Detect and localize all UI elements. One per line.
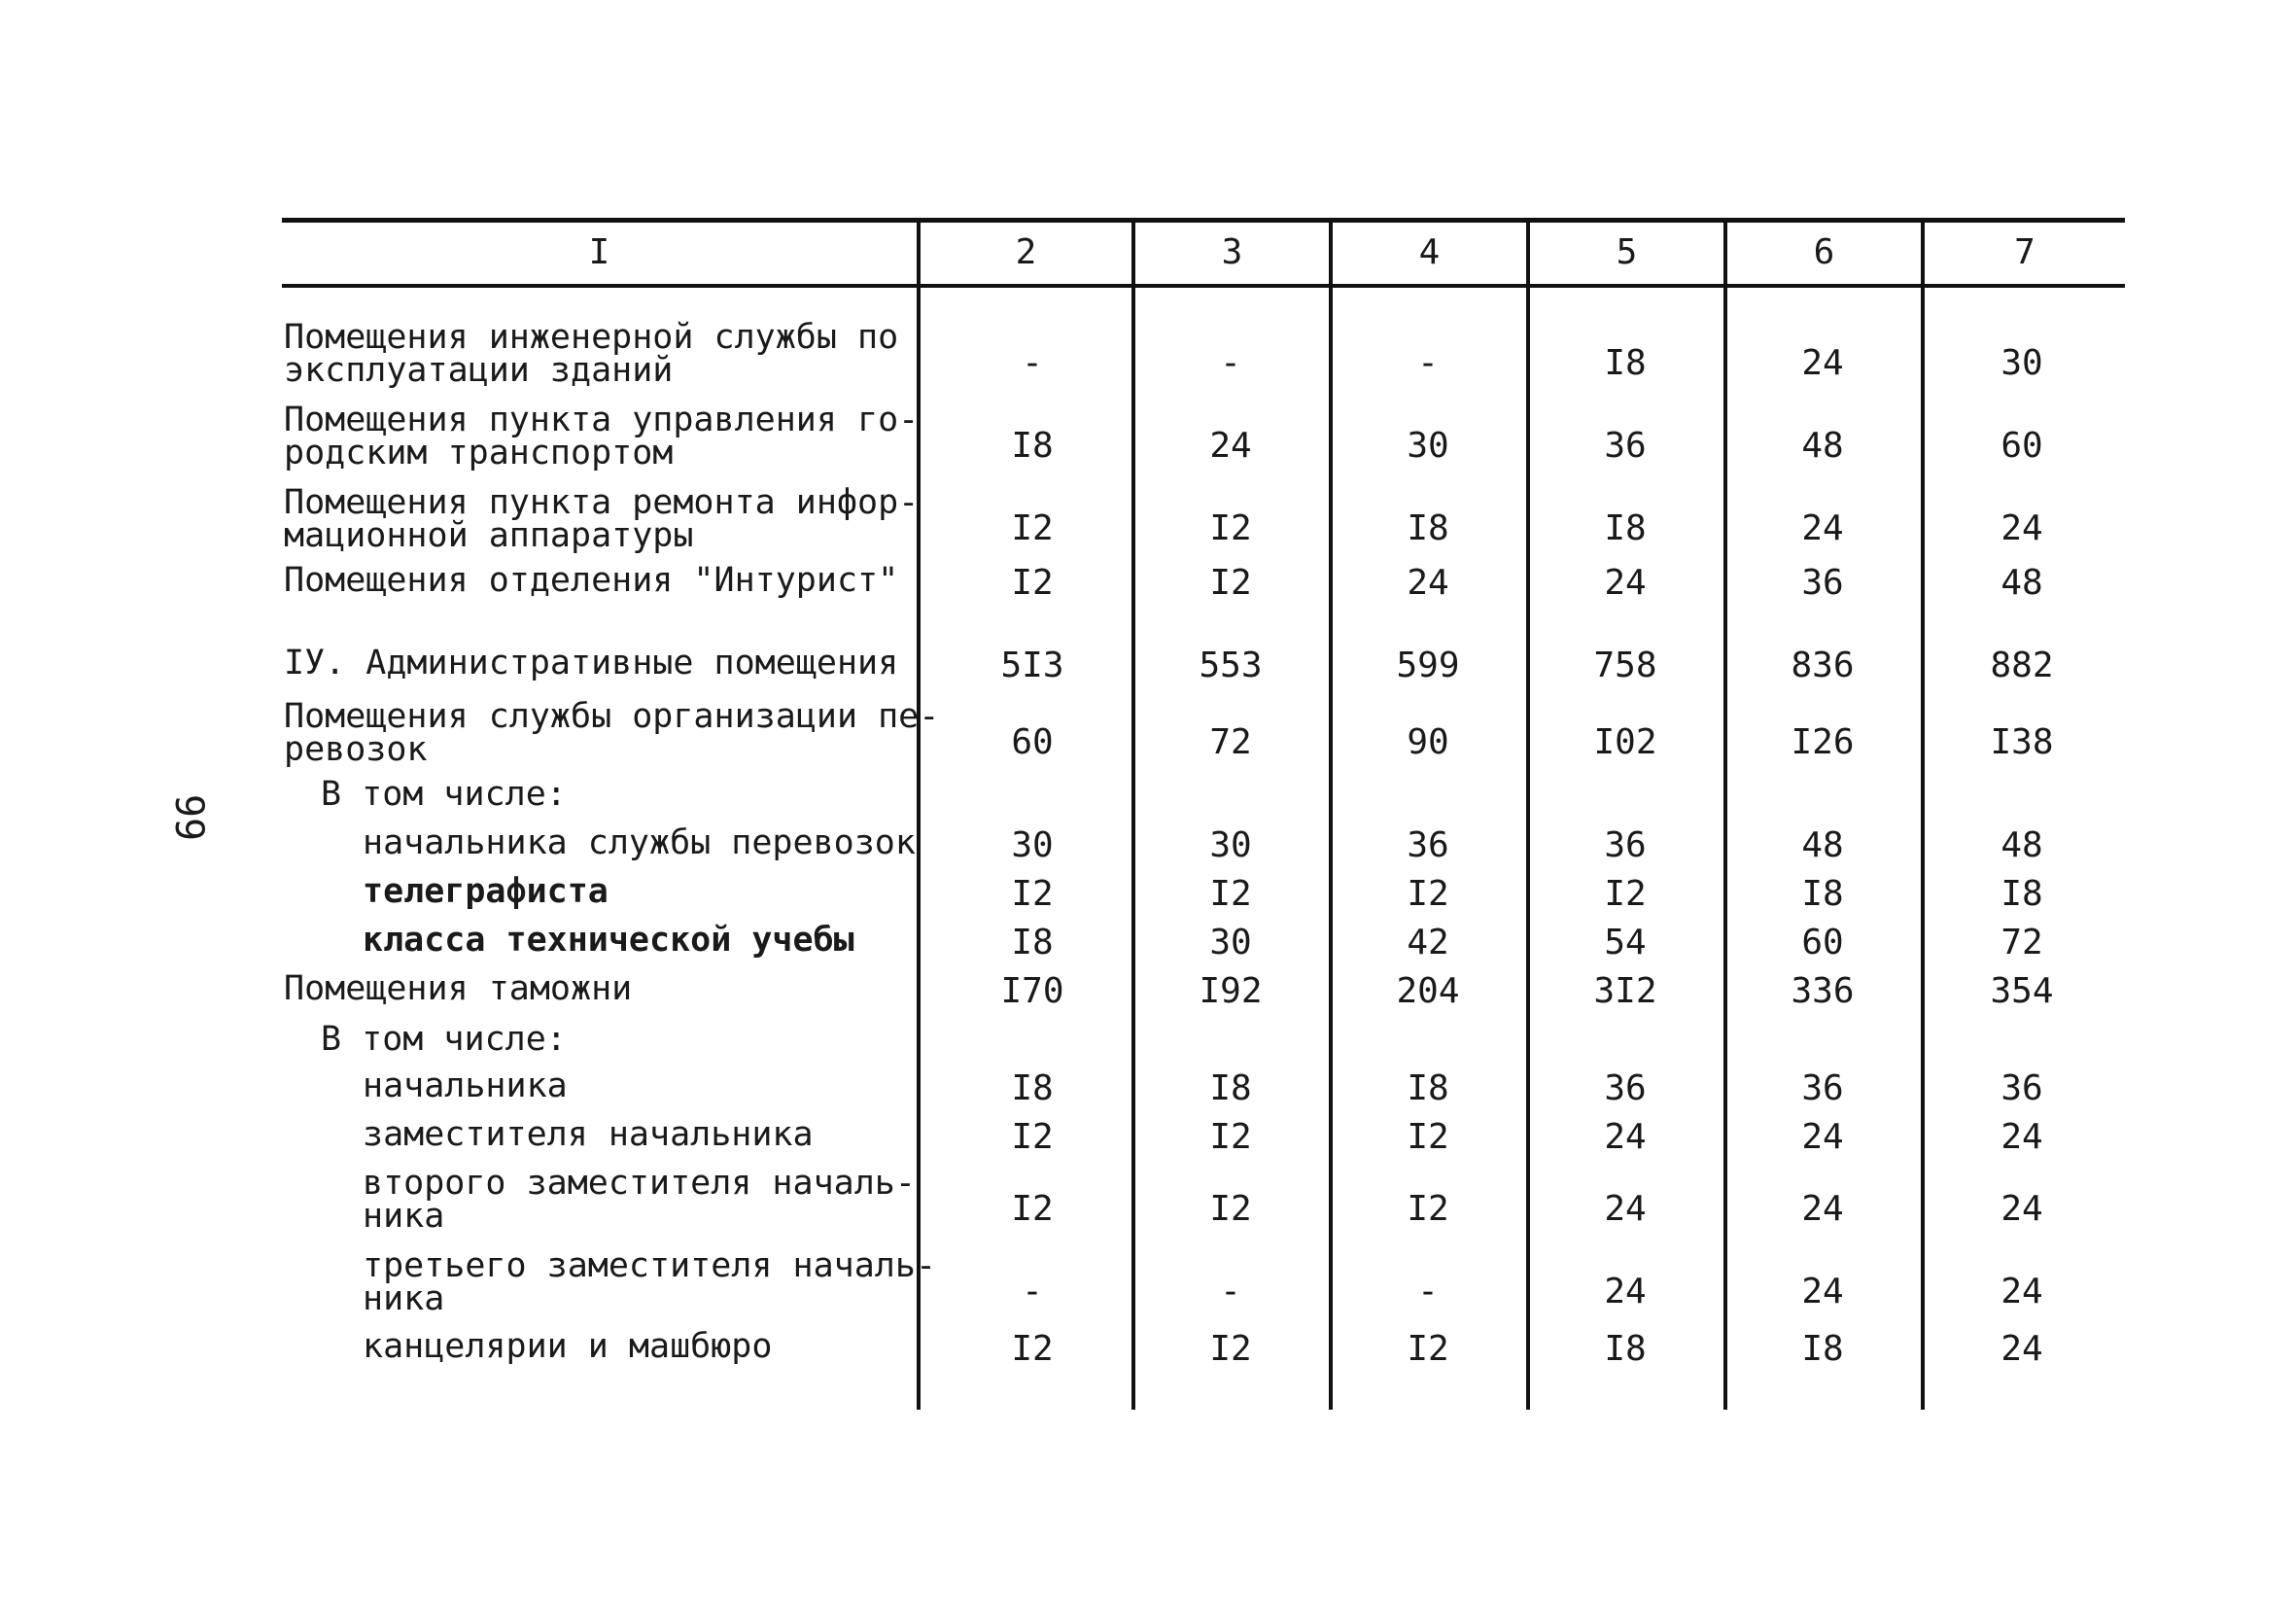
- value-cell: 36: [1604, 825, 1647, 865]
- value-cell: 24: [1604, 1117, 1647, 1157]
- value-cell: 36: [1801, 1068, 1844, 1108]
- value-cell: I8: [2000, 874, 2043, 914]
- row-label: второго заместителя началь- ника: [363, 1164, 916, 1236]
- value-cell: 3I2: [1593, 971, 1657, 1011]
- value-cell: 24: [2000, 1272, 2043, 1311]
- value-cell: -: [1220, 1272, 1241, 1311]
- value-cell: 599: [1396, 646, 1460, 685]
- value-cell: -: [1022, 1272, 1043, 1311]
- table-top-rule: [282, 218, 2125, 223]
- row-label: начальника службы перевозок: [363, 823, 916, 862]
- value-cell: I8: [1407, 508, 1449, 548]
- value-cell: 30: [1209, 825, 1252, 865]
- value-cell: I8: [1011, 923, 1054, 962]
- value-cell: 36: [1604, 1068, 1647, 1108]
- row-label: Помещения службы организации пе- ревозок: [284, 697, 940, 769]
- value-cell: 836: [1791, 646, 1855, 685]
- value-cell: 54: [1604, 923, 1647, 962]
- value-cell: 24: [1604, 1189, 1647, 1229]
- column-divider: [917, 218, 921, 1410]
- value-cell: I02: [1593, 722, 1657, 762]
- value-cell: I2: [1407, 1329, 1449, 1369]
- value-cell: I2: [1209, 508, 1252, 548]
- value-cell: 72: [1209, 722, 1252, 762]
- row-label: класса технической учебы: [363, 921, 854, 960]
- value-cell: 60: [1801, 923, 1844, 962]
- row-label: В том числе:: [321, 1020, 567, 1059]
- value-cell: I8: [1604, 508, 1647, 548]
- value-cell: 24: [1604, 563, 1647, 603]
- value-cell: I92: [1199, 971, 1263, 1011]
- value-cell: I26: [1791, 722, 1855, 762]
- value-cell: 60: [2000, 426, 2043, 466]
- row-label: IУ. Административные помещения: [284, 644, 899, 682]
- row-label: Помещения таможни: [284, 969, 633, 1008]
- value-cell: 5I3: [1000, 646, 1064, 685]
- value-cell: 30: [1209, 923, 1252, 962]
- value-cell: 882: [1990, 646, 2054, 685]
- value-cell: 24: [1801, 1117, 1844, 1157]
- value-cell: 36: [1801, 563, 1844, 603]
- value-cell: I2: [1209, 1329, 1252, 1369]
- value-cell: I8: [1801, 1329, 1844, 1369]
- value-cell: I8: [1209, 1068, 1252, 1108]
- header-cell: 6: [1813, 232, 1835, 272]
- value-cell: 36: [2000, 1068, 2043, 1108]
- value-cell: 60: [1011, 722, 1054, 762]
- value-cell: I70: [1000, 971, 1064, 1011]
- value-cell: 553: [1199, 646, 1263, 685]
- column-divider: [1723, 218, 1727, 1410]
- row-label: Помещения инженерной службы по эксплуатации зданий: [284, 318, 899, 390]
- value-cell: 24: [1407, 563, 1449, 603]
- value-cell: 24: [2000, 508, 2043, 548]
- value-cell: I2: [1011, 874, 1054, 914]
- value-cell: I8: [1407, 1068, 1449, 1108]
- value-cell: 72: [2000, 923, 2043, 962]
- row-label: начальника: [363, 1066, 568, 1105]
- value-cell: 24: [2000, 1117, 2043, 1157]
- value-cell: 24: [1801, 508, 1844, 548]
- value-cell: -: [1220, 343, 1241, 383]
- header-cell: 5: [1616, 232, 1638, 272]
- row-label: Помещения отделения "Интурист": [284, 561, 899, 600]
- value-cell: I2: [1209, 874, 1252, 914]
- value-cell: 24: [1801, 343, 1844, 383]
- value-cell: 336: [1791, 971, 1855, 1011]
- value-cell: I2: [1011, 1117, 1054, 1157]
- value-cell: 48: [2000, 825, 2043, 865]
- header-cell: 2: [1015, 232, 1037, 272]
- value-cell: 24: [1209, 426, 1252, 466]
- value-cell: 36: [1407, 825, 1449, 865]
- value-cell: 354: [1990, 971, 2054, 1011]
- row-label: телеграфиста: [363, 872, 609, 911]
- value-cell: 36: [1604, 426, 1647, 466]
- row-label: Помещения пункта ремонта инфор- мационной аппаратуры: [284, 483, 920, 555]
- value-cell: 24: [2000, 1189, 2043, 1229]
- header-cell: 3: [1221, 232, 1243, 272]
- value-cell: I2: [1407, 1117, 1449, 1157]
- header-cell: 7: [2014, 232, 2035, 272]
- value-cell: 24: [1801, 1189, 1844, 1229]
- value-cell: 48: [1801, 426, 1844, 466]
- value-cell: I2: [1011, 563, 1054, 603]
- header-cell: 4: [1418, 232, 1441, 272]
- value-cell: I2: [1604, 874, 1647, 914]
- column-divider: [1921, 218, 1925, 1410]
- value-cell: -: [1417, 343, 1439, 383]
- value-cell: I2: [1011, 1329, 1054, 1369]
- value-cell: I8: [1604, 1329, 1647, 1369]
- value-cell: I2: [1407, 874, 1449, 914]
- header-cell: I: [588, 232, 610, 272]
- value-cell: 30: [1011, 825, 1054, 865]
- value-cell: 90: [1407, 722, 1449, 762]
- column-divider: [1131, 218, 1135, 1410]
- column-divider: [1526, 218, 1530, 1410]
- value-cell: 758: [1593, 646, 1657, 685]
- value-cell: I2: [1209, 1189, 1252, 1229]
- value-cell: -: [1022, 343, 1043, 383]
- value-cell: I8: [1011, 1068, 1054, 1108]
- value-cell: 30: [1407, 426, 1449, 466]
- value-cell: -: [1417, 1272, 1439, 1311]
- value-cell: 24: [1801, 1272, 1844, 1311]
- value-cell: 42: [1407, 923, 1449, 962]
- header-bottom-rule: [282, 284, 2125, 288]
- row-label: третьего заместителя началь- ника: [363, 1246, 937, 1318]
- value-cell: 24: [1604, 1272, 1647, 1311]
- value-cell: I2: [1407, 1189, 1449, 1229]
- value-cell: I8: [1604, 343, 1647, 383]
- value-cell: 24: [2000, 1329, 2043, 1369]
- value-cell: I8: [1011, 426, 1054, 466]
- row-label: заместителя начальника: [363, 1115, 814, 1154]
- row-label: канцелярии и машбюро: [363, 1327, 773, 1366]
- page-number: 99: [166, 793, 212, 842]
- value-cell: I2: [1209, 563, 1252, 603]
- value-cell: 204: [1396, 971, 1460, 1011]
- value-cell: I2: [1011, 1189, 1054, 1229]
- value-cell: 30: [2000, 343, 2043, 383]
- row-label: Помещения пункта управления го- родским транспортом: [284, 401, 920, 472]
- value-cell: I38: [1990, 722, 2054, 762]
- row-label: В том числе:: [321, 775, 567, 814]
- value-cell: I2: [1011, 508, 1054, 548]
- value-cell: 48: [1801, 825, 1844, 865]
- value-cell: I8: [1801, 874, 1844, 914]
- column-divider: [1329, 218, 1333, 1410]
- value-cell: 48: [2000, 563, 2043, 603]
- value-cell: I2: [1209, 1117, 1252, 1157]
